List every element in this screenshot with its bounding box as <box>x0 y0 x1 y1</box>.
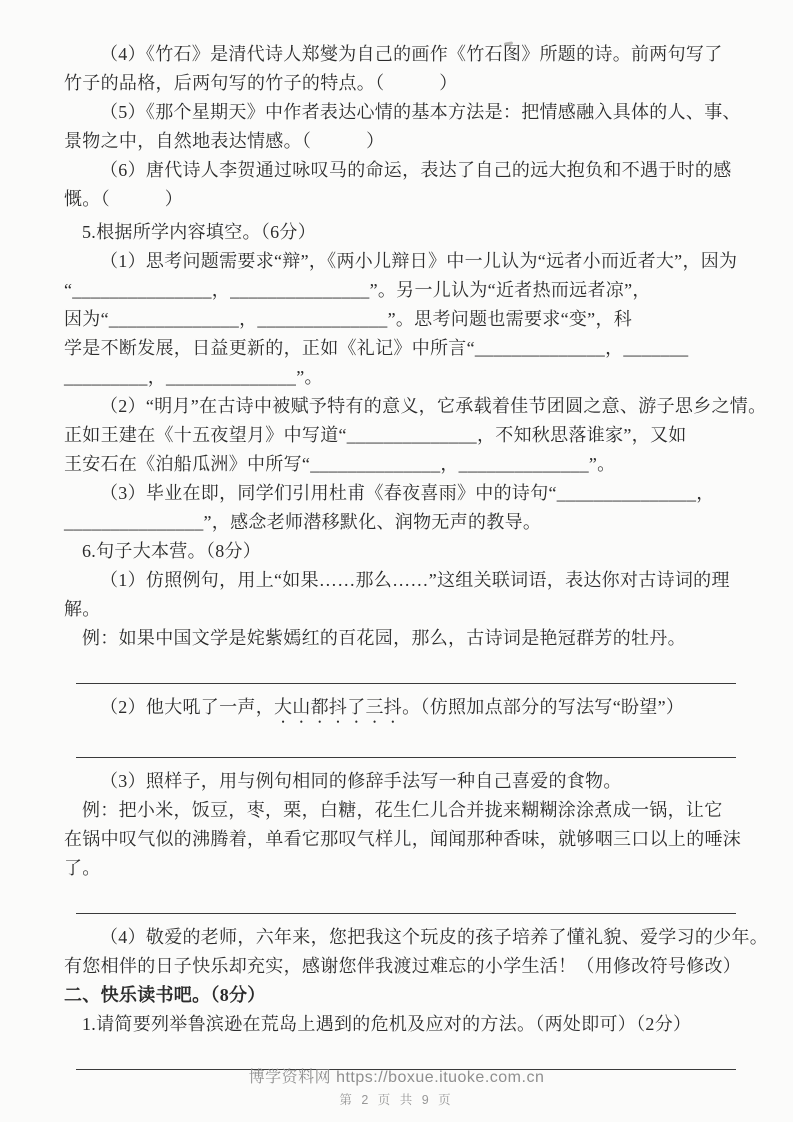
q6-item-1-example: 例：如果中国文学是姹紫嫣红的百花园，那么，古诗词是艳冠群芳的牡丹。 <box>82 628 686 648</box>
q6-item-1-line-1: （1）仿照例句，用上“如果……那么……”这组关联词语，表达你对古诗词的理 <box>100 570 730 590</box>
footer-site-url: 博学资料网 https://boxue.ituoke.com.cn <box>248 1069 545 1086</box>
q5-item-1-line-5: _________，______________”。 <box>64 367 323 387</box>
q5-item-2-line-1: （2）“明月”在古诗中被赋予特有的意义，它承载着佳节团圆之意、游子思乡之情。 <box>100 396 767 416</box>
q5-item-1-line-4: 学是不断发展，日益更新的，正如《礼记》中所言“______________，_______ <box>64 338 689 358</box>
answer-underline-1 <box>76 653 736 684</box>
footer-page-number: 第 2 页 共 9 页 <box>339 1093 454 1107</box>
q5-item-2-line-2: 正如王建在《十五夜望月》中写道“______________，不知秋思落谁家”，又如 <box>64 425 687 445</box>
page-footer <box>0 1064 793 1108</box>
q6-item-3-example-3: 了。 <box>64 858 101 878</box>
q6-item-2-dotted-text: 大山都抖了三抖 <box>274 697 403 717</box>
answer-underline-2 <box>76 727 736 758</box>
exam-body <box>64 40 769 1079</box>
q5-item-1-line-2: “_______________，_______________”。另一儿认为“近者热而远者凉”， <box>64 280 651 300</box>
q6-item-2-text-post: 。（仿照加点部分的写法写“盼望”） <box>402 697 685 717</box>
q6-item-1-line-2: 解。 <box>64 599 101 619</box>
section-2-heading: 二、快乐读书吧。（8分） <box>64 985 266 1005</box>
q6-item-4-line-1: （4）敬爱的老师，六年来，您把我这个玩皮的孩子培养了懂礼貌、爱学习的少年。 <box>100 927 769 947</box>
q6-item-2-line <box>64 693 740 727</box>
q6-item-2-text-pre: （2）他大吼了一声， <box>100 697 274 717</box>
q5-item-3-line-1: （3）毕业在即，同学们引用杜甫《春夜喜雨》中的诗句“_______________， <box>100 483 715 503</box>
answer-underline-3 <box>76 883 736 914</box>
judge-item-6-line-2: 慨。（ ） <box>64 189 184 209</box>
judge-item-5-line-1: （5）《那个星期天》中作者表达心情的基本方法是：把情感融入具体的人、事、 <box>100 102 741 122</box>
q5-item-1-line-1: （1）思考问题需要求“辩”，《两小儿辩日》中一儿认为“远者小而近者大”，因为 <box>100 251 738 271</box>
q5-item-1-line-3: 因为“______________，______________”。思考问题也需要求“变”，科 <box>64 309 633 329</box>
judge-item-5-line-2: 景物之中，自然地表达情感。（ ） <box>64 131 385 151</box>
section-2-question-1: 1.请简要列举鲁滨逊在荒岛上遇到的危机及应对的方法。（两处即可）（2分） <box>82 1014 692 1034</box>
question-5-heading: 5.根据所学内容填空。（6分） <box>82 222 316 242</box>
q5-item-3-line-2: _______________”，感念老师潜移默化、润物无声的教导。 <box>64 512 542 532</box>
q5-item-2-line-3: 王安石在《泊船瓜洲》中所写“______________，______________”。 <box>64 454 616 474</box>
q6-item-4-line-2: 有您相伴的日子快乐却充实，感谢您伴我渡过难忘的小学生活！（用修改符号修改） <box>64 956 742 976</box>
judge-item-4-line-2: 竹子的品格，后两句写的竹子的特点。（ ） <box>64 73 458 93</box>
question-6-heading: 6.句子大本营。（8分） <box>82 541 262 561</box>
judge-item-6-line-1: （6）唐代诗人李贺通过咏叹马的命运，表达了自己的远大抱负和不遇于时的感 <box>100 160 732 180</box>
q6-item-3-example-2: 在锅中叹气似的沸腾着，单看它那叹气样儿，闻闻那种香味，就够咽三口以上的唾沫 <box>64 829 742 849</box>
q6-item-3-example-1: 例：把小米，饭豆，枣，栗，白糖，花生仁儿合并拢来糊糊涂涂煮成一锅，让它 <box>82 800 723 820</box>
q6-item-3-line-1: （3）照样子，用与例句相同的修辞手法写一种自己喜爱的食物。 <box>100 771 622 791</box>
judge-item-4-line-1: （4）《竹石》是清代诗人郑燮为自己的画作《竹石图》所题的诗。前两句写了 <box>100 44 723 64</box>
